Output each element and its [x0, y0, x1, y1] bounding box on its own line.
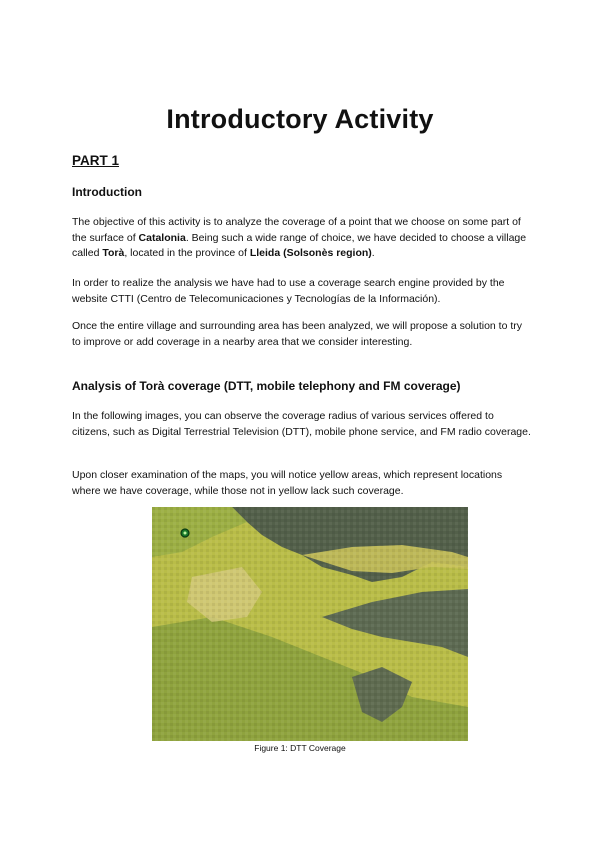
paragraph-objective: [72, 215, 532, 262]
p1-bold-catalonia: Catalonia: [138, 231, 186, 244]
dtt-coverage-map: [152, 507, 468, 741]
p1-text-2: . Being such a wide range of choice, we have decided to choose a village called: [72, 231, 527, 259]
p1-text-3: , located in the province of: [124, 247, 250, 259]
paragraph-search-engine: In order to realize the analysis we have had to use a coverage search engine provided by the website CTTI (Centro de Telecomunicaciones y Tecnologías de la Información).: [72, 277, 505, 305]
p1-bold-lleida: Lleida (Solsonès region): [249, 247, 372, 259]
part-heading: PART 1: [72, 153, 120, 168]
paragraph-yellow-areas: Upon closer examination of the maps, you will notice yellow areas, which represent locations where we have coverage, while those not in yellow lack such coverage.: [72, 469, 503, 497]
p1-text-4: .: [371, 247, 375, 259]
p1-bold-tora: Torà: [102, 247, 125, 259]
analysis-heading: Analysis of Torà coverage (DTT, mobile telephony and FM coverage): [72, 379, 461, 393]
page-title: Introductory Activity: [166, 104, 434, 134]
introduction-heading: Introduction: [72, 185, 142, 199]
paragraph-proposal: Once the entire village and surrounding area has been analyzed, we will propose a solution to try to improve or add coverage in a nearby area that we consider interesting.: [72, 320, 523, 348]
figure-caption: Figure 1: DTT Coverage: [254, 743, 346, 753]
p1-text-1: The objective of this activity is to analyze the coverage of a point that we choose on some part of the surface of: [72, 216, 521, 244]
paragraph-images-intro: In the following images, you can observe the coverage radius of various services offered to citizens, such as Digital Terrestrial Television (DTT), mobile phone service, and FM radio coverage.: [72, 410, 531, 438]
